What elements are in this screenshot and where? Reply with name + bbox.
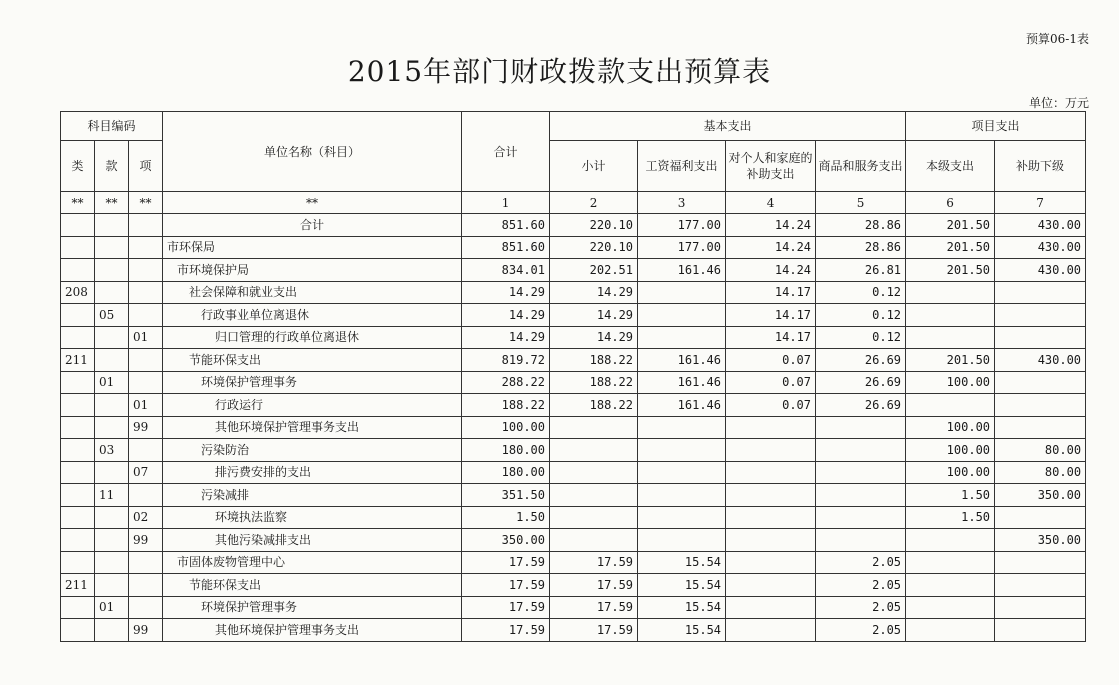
lower-subsidy-cell: 350.00 [995,529,1086,552]
wages-cell: 177.00 [638,214,726,237]
total-cell: 17.59 [462,551,550,574]
goods-cell [816,416,906,439]
subtotal-cell: 17.59 [550,574,638,597]
subtotal-cell [550,461,638,484]
subsidy-cell [726,484,816,507]
own-expense-cell: 100.00 [906,371,995,394]
xiang-cell: 99 [129,619,163,642]
lower-subsidy-cell: 430.00 [995,259,1086,282]
lower-subsidy-cell: 350.00 [995,484,1086,507]
total-cell: 188.22 [462,394,550,417]
xiang-cell [129,236,163,259]
own-expense-cell: 100.00 [906,416,995,439]
table-row [61,551,1086,574]
unit-name-cell: 行政运行 [163,394,462,417]
goods-cell: 0.12 [816,281,906,304]
subsidy-cell: 14.24 [726,259,816,282]
xiang-cell: 07 [129,461,163,484]
own-expense-cell: 1.50 [906,506,995,529]
unit-name-cell: 节能环保支出 [163,349,462,372]
table-row [61,596,1086,619]
unit-name-cell: 其他污染减排支出 [163,529,462,552]
lei-cell [61,259,95,282]
unit-name-cell: 污染减排 [163,484,462,507]
kuan-cell: 01 [95,596,129,619]
xiang-cell [129,439,163,462]
goods-cell: 0.12 [816,304,906,327]
unit-name-cell: 市环境保护局 [163,259,462,282]
subtotal-cell: 188.22 [550,349,638,372]
unit-name-cell: 排污费安排的支出 [163,461,462,484]
total-cell: 14.29 [462,326,550,349]
kuan-cell [95,394,129,417]
lower-subsidy-cell [995,551,1086,574]
subsidy-cell: 14.17 [726,326,816,349]
total-cell: 180.00 [462,439,550,462]
table-row [61,439,1086,462]
table-row [61,484,1086,507]
total-cell: 834.01 [462,259,550,282]
own-expense-cell: 201.50 [906,214,995,237]
table-row [61,349,1086,372]
subtotal-cell: 188.22 [550,394,638,417]
xiang-cell [129,574,163,597]
lower-subsidy-cell: 430.00 [995,236,1086,259]
lower-subsidy-cell: 430.00 [995,349,1086,372]
goods-cell [816,484,906,507]
total-cell: 851.60 [462,236,550,259]
xiang-cell [129,484,163,507]
table-row [61,574,1086,597]
subsidy-cell [726,416,816,439]
total-cell: 819.72 [462,349,550,372]
table-row [61,619,1086,642]
wages-cell [638,461,726,484]
wages-cell: 161.46 [638,349,726,372]
kuan-cell [95,416,129,439]
kuan-header: 款 [95,141,129,192]
wages-cell: 161.46 [638,371,726,394]
total-cell: 17.59 [462,619,550,642]
wages-cell [638,439,726,462]
xiang-cell [129,304,163,327]
subtotal-cell: 17.59 [550,551,638,574]
wages-cell: 161.46 [638,259,726,282]
unit-label: 单位：万元 [1028,96,1089,110]
total-cell: 350.00 [462,529,550,552]
goods-cell [816,461,906,484]
xiang-cell: 01 [129,326,163,349]
total-cell: 1.50 [462,506,550,529]
total-cell: 180.00 [462,461,550,484]
column-index-cell: ** [61,192,95,214]
lei-cell [61,326,95,349]
goods-cell: 26.69 [816,371,906,394]
xiang-cell [129,371,163,394]
lower-subsidy-cell [995,574,1086,597]
column-index-cell: ** [95,192,129,214]
lei-cell [61,506,95,529]
goods-cell: 2.05 [816,619,906,642]
subtotal-cell: 188.22 [550,371,638,394]
lower-subsidy-cell: 80.00 [995,439,1086,462]
unit-name-cell: 归口管理的行政单位离退休 [163,326,462,349]
own-expense-cell [906,394,995,417]
subtotal-cell: 14.29 [550,304,638,327]
subtotal-cell: 220.10 [550,214,638,237]
column-index-cell: 7 [995,192,1086,214]
goods-cell: 28.86 [816,236,906,259]
subsidy-cell: 14.17 [726,281,816,304]
lei-cell [61,214,95,237]
unit-name-cell: 社会保障和就业支出 [163,281,462,304]
table-row [61,461,1086,484]
subtotal-cell [550,506,638,529]
xiang-cell: 02 [129,506,163,529]
wages-cell [638,484,726,507]
wages-cell: 15.54 [638,574,726,597]
subtotal-cell [550,529,638,552]
column-index-cell: 6 [906,192,995,214]
subsidy-cell [726,551,816,574]
table-row [61,259,1086,282]
subsidy-cell [726,461,816,484]
column-index-cell: 1 [462,192,550,214]
total-cell: 17.59 [462,596,550,619]
lower-subsidy-cell [995,506,1086,529]
lower-subsidy-cell [995,281,1086,304]
lower-subsidy-header: 补助下级 [995,141,1086,192]
subtotal-cell: 202.51 [550,259,638,282]
subsidy-cell: 0.07 [726,349,816,372]
lower-subsidy-cell: 430.00 [995,214,1086,237]
own-expense-cell [906,574,995,597]
kuan-cell [95,529,129,552]
goods-cell: 28.86 [816,214,906,237]
kuan-cell [95,574,129,597]
total-cell: 17.59 [462,574,550,597]
subtotal-cell [550,416,638,439]
unit-name-cell: 环境保护管理事务 [163,596,462,619]
total-cell: 14.29 [462,304,550,327]
unit-name-cell: 环境保护管理事务 [163,371,462,394]
wages-cell: 15.54 [638,551,726,574]
own-expense-cell: 201.50 [906,259,995,282]
page-title: 2015年部门财政拨款支出预算表 [347,55,772,88]
xiang-cell [129,349,163,372]
total-cell: 100.00 [462,416,550,439]
subsidy-cell [726,619,816,642]
kuan-cell [95,326,129,349]
kuan-cell [95,619,129,642]
goods-cell [816,506,906,529]
lei-cell: 211 [61,574,95,597]
lei-cell [61,439,95,462]
unit-name-header: 单位名称（科目） [163,112,462,192]
kuan-cell: 11 [95,484,129,507]
table-row [61,416,1086,439]
lei-cell: 211 [61,349,95,372]
unit-name-cell: 行政事业单位离退休 [163,304,462,327]
own-expense-cell: 201.50 [906,236,995,259]
subtotal-cell: 17.59 [550,596,638,619]
subtotal-header: 小计 [550,141,638,192]
xiang-cell [129,281,163,304]
column-index-cell: 5 [816,192,906,214]
subsidy-cell [726,506,816,529]
wages-header: 工资福利支出 [638,141,726,192]
lei-cell [61,304,95,327]
goods-cell: 26.69 [816,349,906,372]
wages-cell [638,416,726,439]
lower-subsidy-cell [995,416,1086,439]
kuan-cell [95,461,129,484]
kuan-cell [95,506,129,529]
own-expense-cell: 100.00 [906,461,995,484]
lei-header: 类 [61,141,95,192]
kuan-cell: 03 [95,439,129,462]
table-row [61,326,1086,349]
subtotal-cell: 14.29 [550,281,638,304]
lei-cell [61,416,95,439]
xiang-cell [129,259,163,282]
subsidy-cell [726,439,816,462]
goods-cell: 2.05 [816,551,906,574]
kuan-cell [95,551,129,574]
total-cell: 351.50 [462,484,550,507]
project-expense-header: 项目支出 [906,112,1086,141]
budget-table [60,111,1086,642]
wages-cell: 177.00 [638,236,726,259]
subtotal-cell: 220.10 [550,236,638,259]
column-index-row [61,192,1086,214]
own-expense-cell: 1.50 [906,484,995,507]
subtotal-cell [550,484,638,507]
lower-subsidy-cell [995,371,1086,394]
wages-cell [638,326,726,349]
xiang-cell: 01 [129,394,163,417]
unit-name-cell: 市固体废物管理中心 [163,551,462,574]
kuan-cell: 05 [95,304,129,327]
table-body [61,214,1086,642]
table-row [61,394,1086,417]
goods-cell [816,529,906,552]
own-expense-cell [906,281,995,304]
lei-cell [61,551,95,574]
subsidy-cell: 14.24 [726,214,816,237]
subsidy-cell [726,529,816,552]
lower-subsidy-cell [995,304,1086,327]
wages-cell [638,506,726,529]
goods-cell: 0.12 [816,326,906,349]
kuan-cell: 01 [95,371,129,394]
subtotal-cell: 17.59 [550,619,638,642]
form-number: 预算06-1表 [1026,32,1089,46]
unit-name-cell: 污染防治 [163,439,462,462]
xiang-cell: 99 [129,529,163,552]
own-expense-cell [906,619,995,642]
own-expense-cell [906,529,995,552]
kuan-cell [95,259,129,282]
lei-cell: 208 [61,281,95,304]
wages-cell: 15.54 [638,619,726,642]
own-expense-cell [906,596,995,619]
wages-cell: 15.54 [638,596,726,619]
subsidy-cell: 14.17 [726,304,816,327]
unit-name-cell: 其他环境保护管理事务支出 [163,619,462,642]
subsidy-header: 对个人和家庭的补助支出 [726,141,816,192]
own-expense-cell [906,304,995,327]
table-row [61,304,1086,327]
goods-header: 商品和服务支出 [816,141,906,192]
unit-name-cell: 其他环境保护管理事务支出 [163,416,462,439]
lower-subsidy-cell [995,596,1086,619]
subtotal-cell: 14.29 [550,326,638,349]
subsidy-cell [726,596,816,619]
goods-cell: 2.05 [816,574,906,597]
subsidy-cell [726,574,816,597]
kuan-cell [95,281,129,304]
own-expense-cell: 100.00 [906,439,995,462]
column-index-cell: ** [129,192,163,214]
own-expense-cell [906,326,995,349]
lei-cell [61,529,95,552]
wages-cell [638,304,726,327]
total-cell: 14.29 [462,281,550,304]
wages-cell [638,529,726,552]
xiang-header: 项 [129,141,163,192]
lower-subsidy-cell [995,619,1086,642]
kuan-cell [95,349,129,372]
lower-subsidy-cell: 80.00 [995,461,1086,484]
goods-cell [816,439,906,462]
table-row [61,529,1086,552]
own-expense-header: 本级支出 [906,141,995,192]
lei-cell [61,619,95,642]
xiang-cell: 99 [129,416,163,439]
subtotal-cell [550,439,638,462]
subsidy-cell: 0.07 [726,394,816,417]
xiang-cell [129,214,163,237]
own-expense-cell [906,551,995,574]
lei-cell [61,461,95,484]
column-index-cell: 4 [726,192,816,214]
kuan-cell [95,236,129,259]
lei-cell [61,236,95,259]
goods-cell: 26.81 [816,259,906,282]
wages-cell [638,281,726,304]
column-index-cell: 2 [550,192,638,214]
subject-code-header: 科目编码 [61,112,163,141]
unit-name-cell: 环境执法监察 [163,506,462,529]
kuan-cell [95,214,129,237]
wages-cell: 161.46 [638,394,726,417]
total-cell: 851.60 [462,214,550,237]
goods-cell: 2.05 [816,596,906,619]
basic-expense-header: 基本支出 [550,112,906,141]
lei-cell [61,484,95,507]
lei-cell [61,596,95,619]
table-row [61,236,1086,259]
table-row [61,281,1086,304]
lower-subsidy-cell [995,394,1086,417]
subsidy-cell: 0.07 [726,371,816,394]
column-index-cell: ** [163,192,462,214]
lower-subsidy-cell [995,326,1086,349]
total-cell: 288.22 [462,371,550,394]
table-row [61,214,1086,237]
lei-cell [61,371,95,394]
own-expense-cell: 201.50 [906,349,995,372]
unit-name-cell: 市环保局 [163,236,462,259]
subsidy-cell: 14.24 [726,236,816,259]
lei-cell [61,394,95,417]
xiang-cell [129,596,163,619]
table-row [61,506,1086,529]
unit-name-cell: 合计 [163,214,462,237]
table-row [61,371,1086,394]
xiang-cell [129,551,163,574]
column-index-cell: 3 [638,192,726,214]
unit-name-cell: 节能环保支出 [163,574,462,597]
total-header: 合计 [462,112,550,192]
goods-cell: 26.69 [816,394,906,417]
